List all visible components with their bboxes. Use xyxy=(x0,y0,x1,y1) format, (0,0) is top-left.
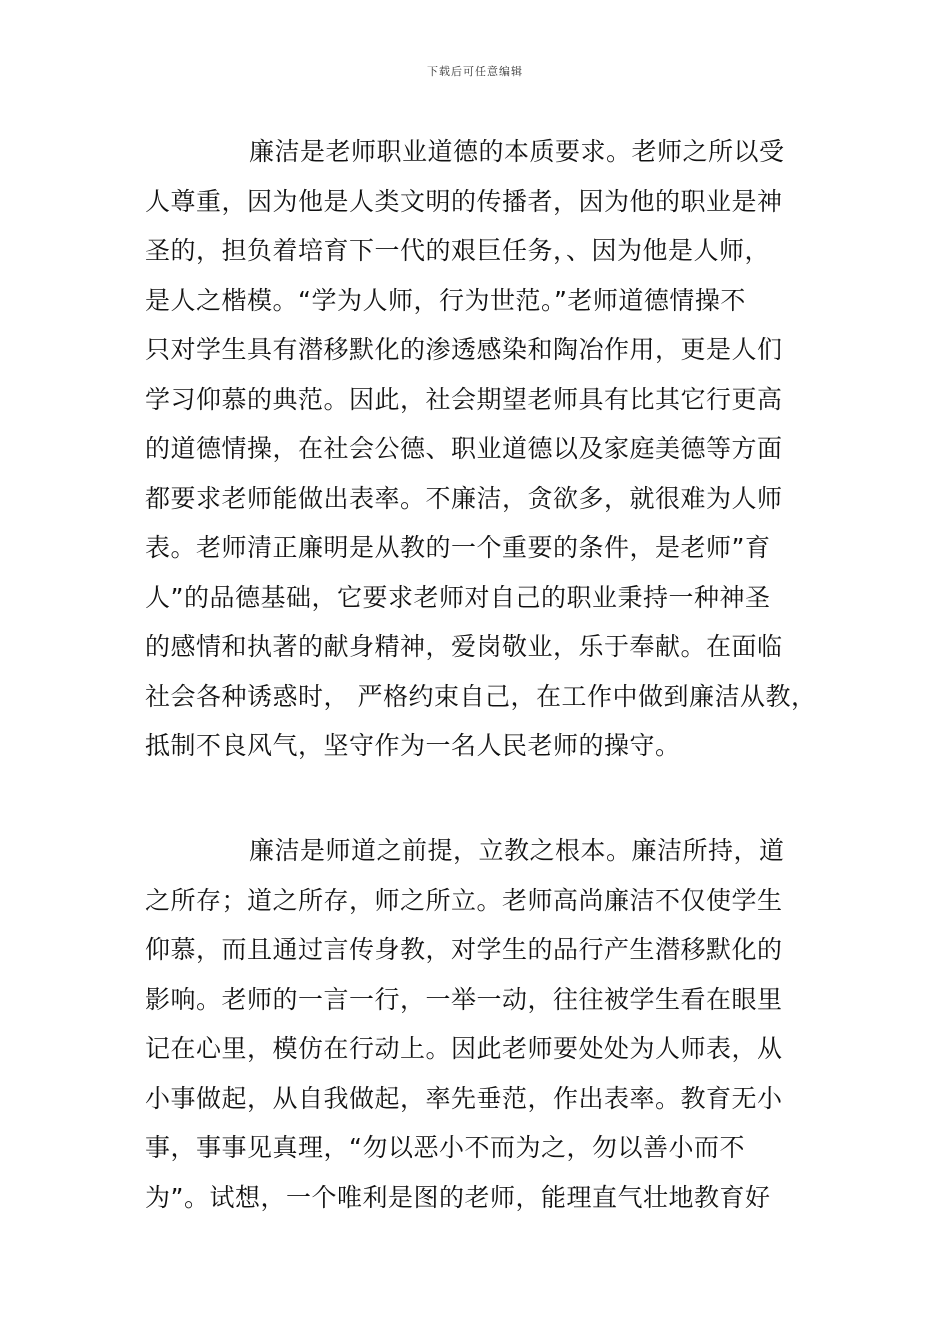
text-line: 仰慕，而且通过言传身教，对学生的品行产生潜移默化的 xyxy=(145,935,783,964)
text-line: 之所存；道之所存，师之所立。老师高尚廉洁不仅使学生 xyxy=(145,885,783,915)
text-line: 的道德情操，在社会公德、职业道德以及家庭美德等方面 xyxy=(145,434,783,463)
text-line: 事，事事见真理，“勿以恶小不而为之，勿以善小而不 xyxy=(145,1133,745,1162)
text-line: 圣的，担负着培育下一代的艰巨任务，、因为他是人师， xyxy=(145,236,771,265)
header-note: 下载后可任意编辑 xyxy=(427,65,523,78)
text-line: 人尊重，因为他是人类文明的传播者，因为他的职业是神 xyxy=(145,186,783,216)
text-line: 学习仰慕的典范。因此，社会期望老师具有比其它行更高 xyxy=(145,384,783,414)
text-line: 只对学生具有潜移默化的渗透感染和陶冶作用，更是人们 xyxy=(145,335,783,364)
text-line: 小事做起，从自我做起，率先垂范，作出表率。教育无小 xyxy=(145,1083,783,1113)
text-line: 记在心里，模仿在行动上。因此老师要处处为人师表，从 xyxy=(145,1034,783,1063)
text-line: 社会各种诱惑时， 严格约束自己，在工作中做到廉洁从教， xyxy=(145,681,817,711)
text-line: 抵制不良风气，坚守作为一名人民老师的操守。 xyxy=(145,731,681,760)
text-line: 表。老师清正廉明是从教的一个重要的条件，是老师”育 xyxy=(145,533,771,562)
text-line: 的感情和执著的献身精神，爱岗敬业，乐于奉献。在面临 xyxy=(145,632,783,661)
text-line: 是人之楷模。“学为人师，行为世范。”老师道德情操不 xyxy=(145,285,746,315)
text-line: 都要求老师能做出表率。不廉洁，贪欲多，就很难为人师 xyxy=(145,483,783,513)
text-line: 为”。试想，一个唯利是图的老师，能理直气壮地教育好 xyxy=(145,1182,771,1212)
text-line: 人”的品德基础，它要求老师对自己的职业秉持一种神圣 xyxy=(145,582,771,612)
text-line: 廉洁是师道之前提，立教之根本。廉洁所持，道 xyxy=(249,836,785,865)
text-line: 廉洁是老师职业道德的本质要求。老师之所以受 xyxy=(249,137,785,166)
paragraph-1 xyxy=(145,127,825,771)
text-line: 影响。老师的一言一行，一举一动，往往被学生看在眼里 xyxy=(145,984,783,1014)
paragraph-2 xyxy=(145,826,825,1222)
